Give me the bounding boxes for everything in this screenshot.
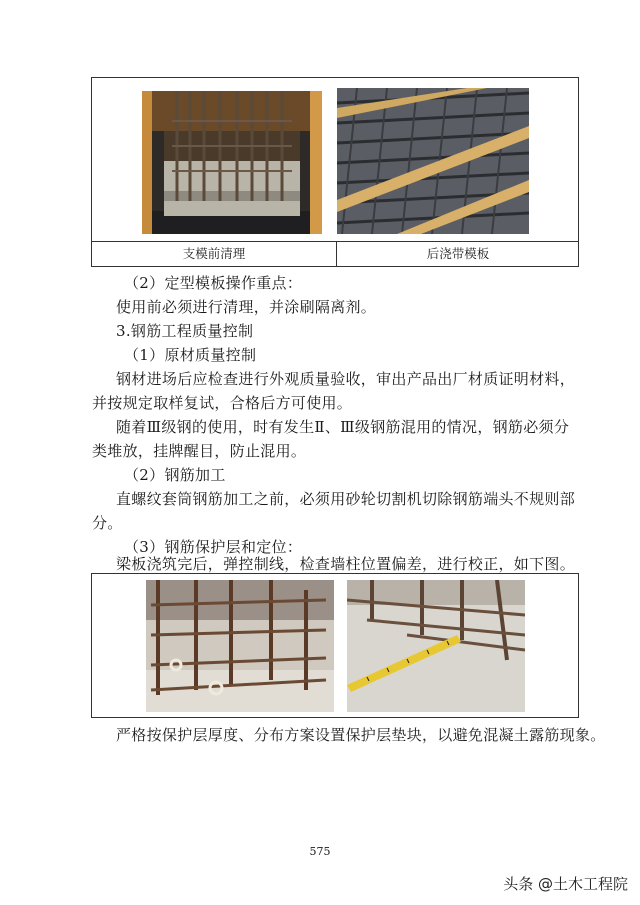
subheading-raw-material: （1）原材质量控制 <box>124 346 257 364</box>
photo-formwork-cleaning <box>142 91 322 234</box>
subheading-rebar-processing: （2）钢筋加工 <box>124 466 226 484</box>
caption-right: 后浇带模板 <box>426 246 490 261</box>
paragraph-line: 直螺纹套筒钢筋加工之前，必须用砂轮切割机切除钢筋端头不规则部 <box>116 490 576 508</box>
photo-column-rebar-cover <box>146 580 334 712</box>
paragraph-line: 类堆放，挂牌醒目，防止混用。 <box>92 442 307 460</box>
paragraph-line: 随着Ⅲ级钢的使用，时有发生Ⅱ、Ⅲ级钢筋混用的情况，钢筋必须分 <box>116 418 570 436</box>
watermark-source: 头条 @土木工程院 <box>503 875 628 893</box>
paragraph-line: 使用前必须进行清理，并涂刷隔离剂。 <box>116 298 377 316</box>
subheading-formwork-operation: （2）定型模板操作重点： <box>124 274 303 292</box>
paragraph-line: 分。 <box>92 514 123 532</box>
section-heading-rebar-quality: 3.钢筋工程质量控制 <box>116 322 254 340</box>
paragraph-line: 钢材进场后应检查进行外观质量验收，审出产品出厂材质证明材料， <box>116 370 576 388</box>
page-number: 575 <box>309 845 331 858</box>
figure-table-rebar-positioning <box>91 573 579 718</box>
subheading-rebar-cover: （3）钢筋保护层和定位： <box>124 538 303 556</box>
paragraph-line: 梁板浇筑完后，弹控制线，检查墙柱位置偏差，进行校正，如下图。 <box>116 555 576 573</box>
figure-image-row <box>92 78 578 242</box>
photo-wall-position-check <box>347 580 525 712</box>
caption-left: 支模前清理 <box>182 246 246 261</box>
paragraph-line: 并按规定取样复试，合格后方可使用。 <box>92 394 353 412</box>
figure-table-formwork <box>91 77 579 267</box>
photo-post-pour-strip-formwork <box>337 88 529 234</box>
paragraph-cover-blocks: 严格按保护层厚度、分布方案设置保护层垫块，以避免混凝土露筋现象。 <box>116 726 606 744</box>
